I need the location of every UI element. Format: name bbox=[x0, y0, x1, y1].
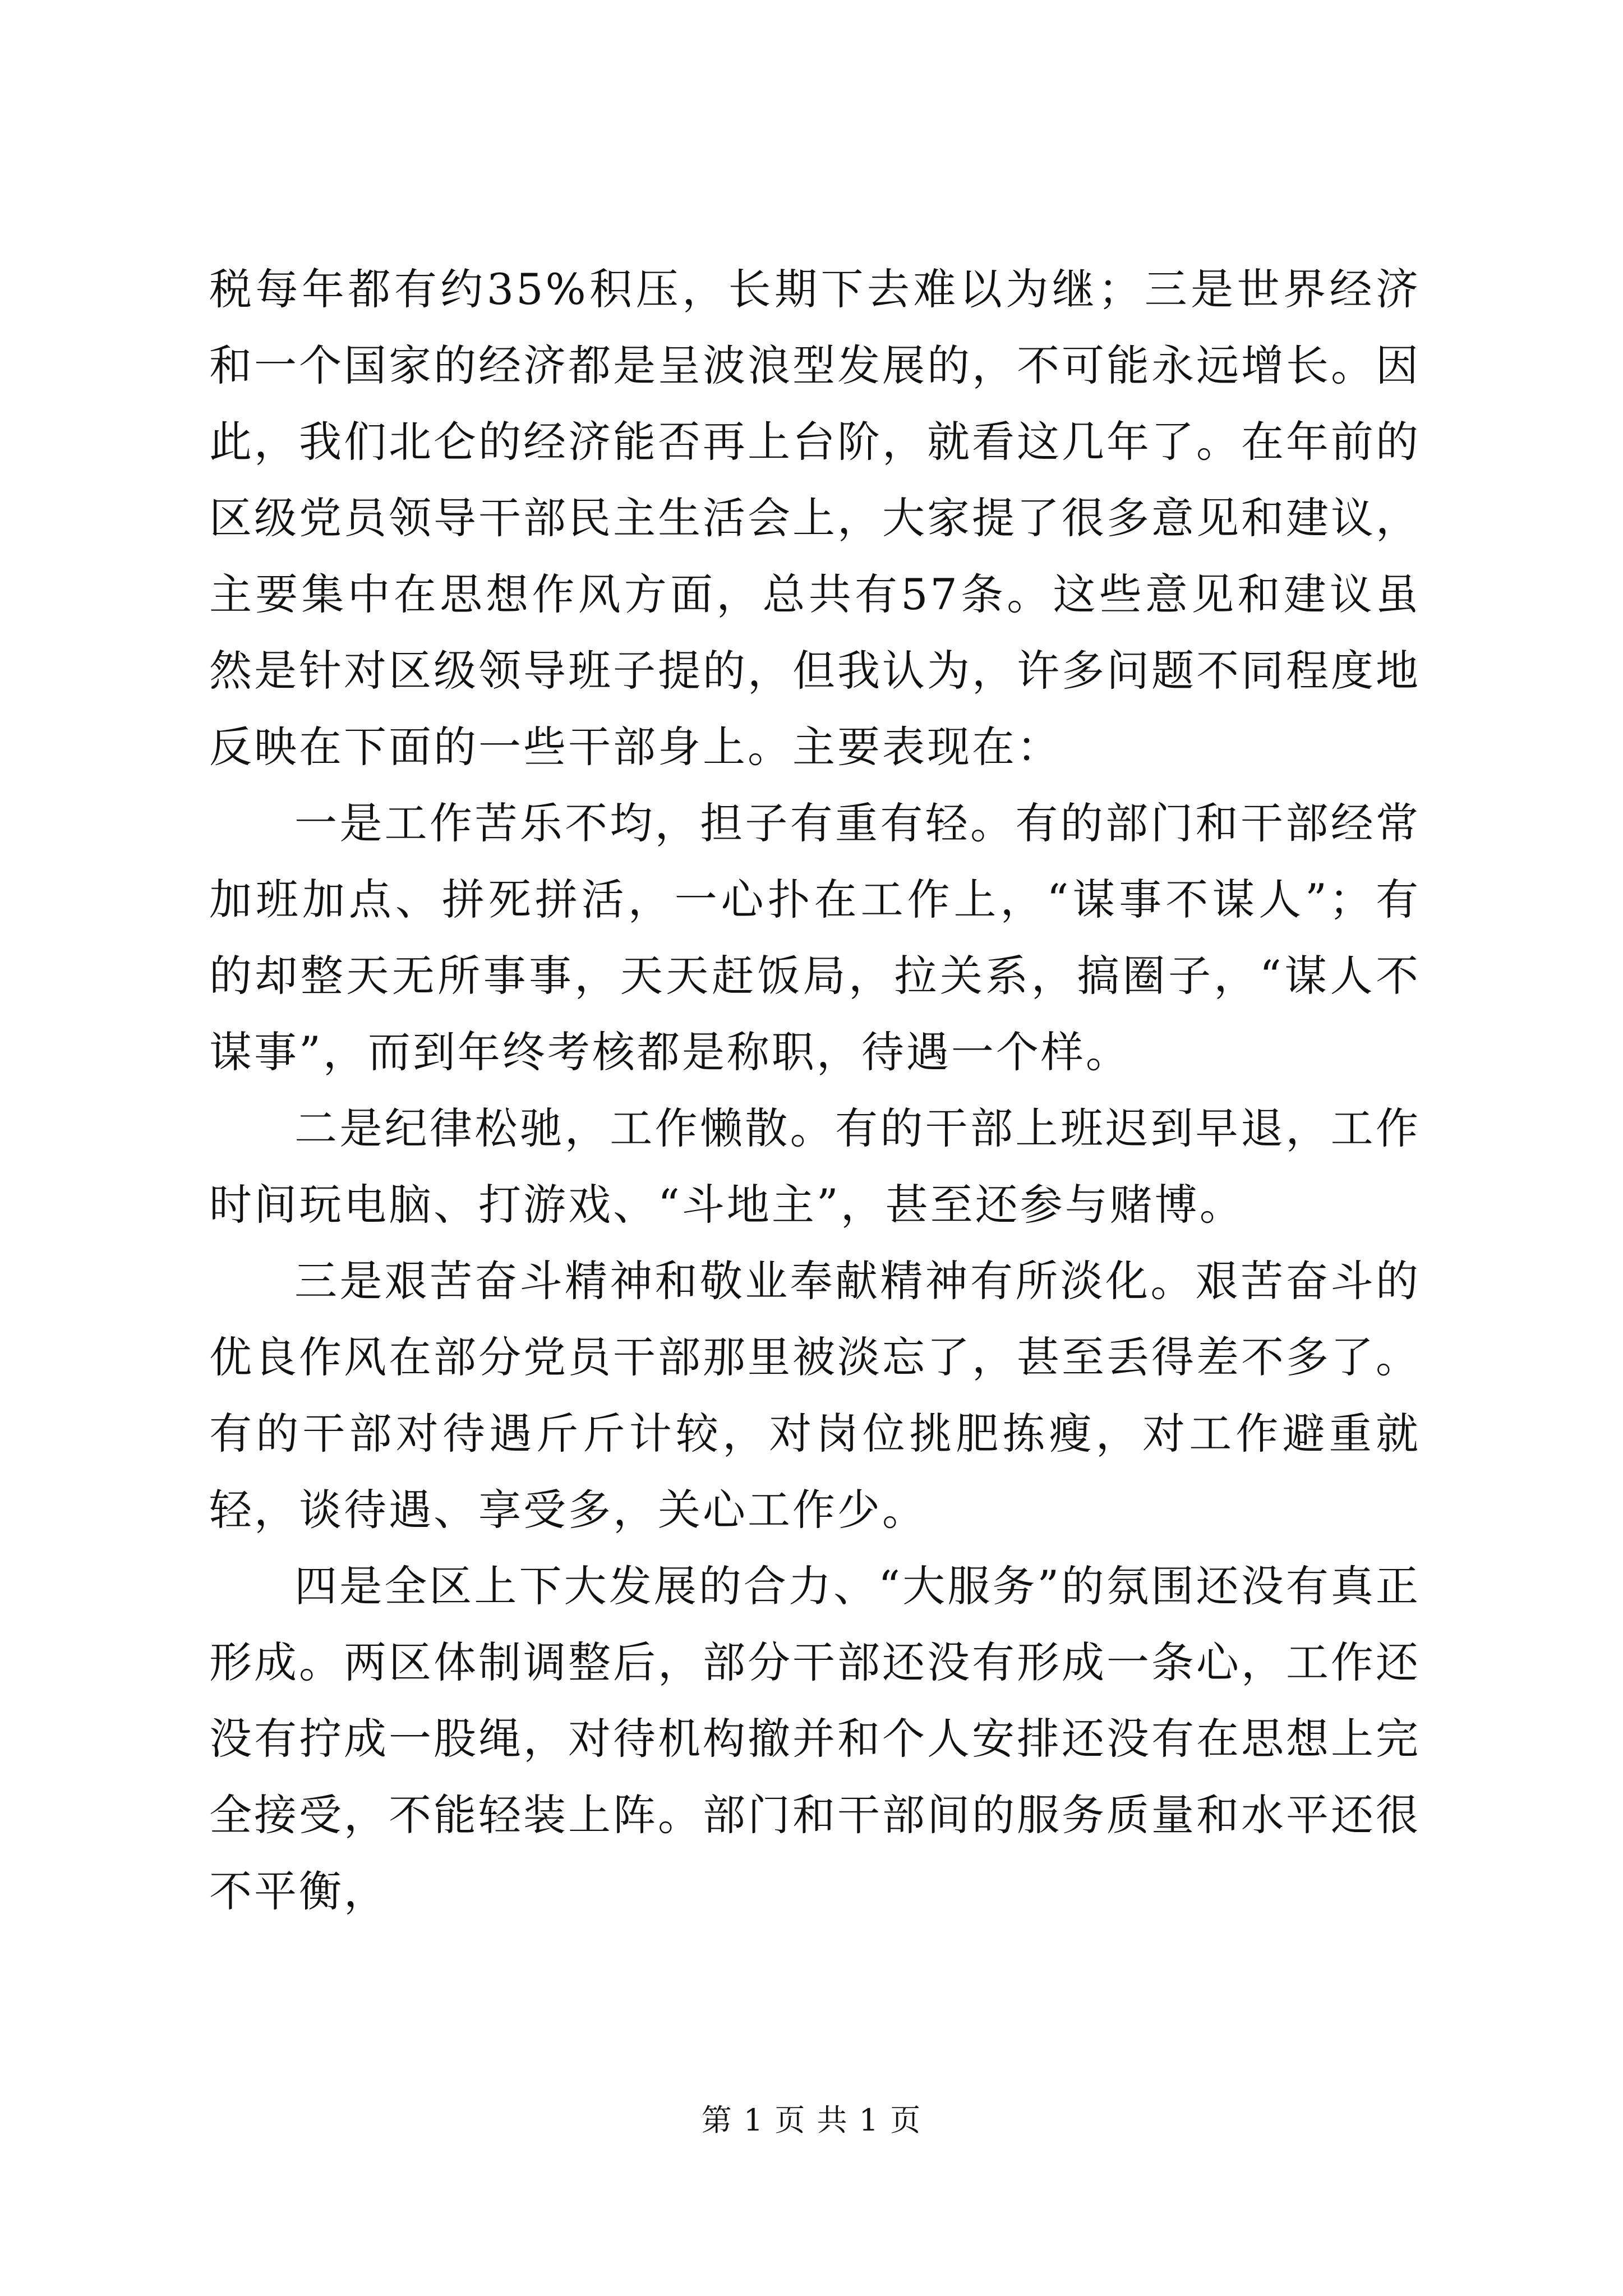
document-body bbox=[209, 251, 1421, 1930]
page-number-footer: 第 1 页 共 1 页 bbox=[701, 2102, 922, 2138]
paragraph-point-two: 二是纪律松驰，工作懒散。有的干部上班迟到早退，工作时间玩电脑、打游戏、“斗地主”，甚至还参与赌博。 bbox=[209, 1103, 1421, 1230]
paragraph-continuation: 税每年都有约35%积压，长期下去难以为继；三是世界经济和一个国家的经济都是呈波浪型发展的，不可能永远增长。因此，我们北仑的经济能否再上台阶，就看这几年了。在年前的区级党员领导干部民主生活会上，大家提了很多意见和建议，主要集中在思想作风方面，总共有57条。这些意见和建议虽然是针对区级领导班子提的，但我认为，许多问题不同程度地反映在下面的一些干部身上。主要表现在： bbox=[209, 264, 1421, 772]
paragraph-point-one: 一是工作苦乐不均，担子有重有轻。有的部门和干部经常加班加点、拼死拼活，一心扑在工作上，“谋事不谋人”；有的却整天无所事事，天天赶饭局，拉关系，搞圈子，“谋人不谋事”，而到年终考核都是称职，待遇一个样。 bbox=[209, 798, 1421, 1077]
paragraph-point-four: 四是全区上下大发展的合力、“大服务”的氛围还没有真正形成。两区体制调整后，部分干部还没有形成一条心，工作还没有拧成一股绳，对待机构撤并和个人安排还没有在思想上完全接受，不能轻装上阵。部门和干部间的服务质量和水平还很不平衡， bbox=[209, 1561, 1421, 1916]
paragraph-point-three: 三是艰苦奋斗精神和敬业奉献精神有所淡化。艰苦奋斗的优良作风在部分党员干部那里被淡忘了，甚至丢得差不多了。有的干部对待遇斤斤计较，对岗位挑肥拣瘦，对工作避重就轻，谈待遇、享受多，关心工作少。 bbox=[209, 1256, 1421, 1535]
